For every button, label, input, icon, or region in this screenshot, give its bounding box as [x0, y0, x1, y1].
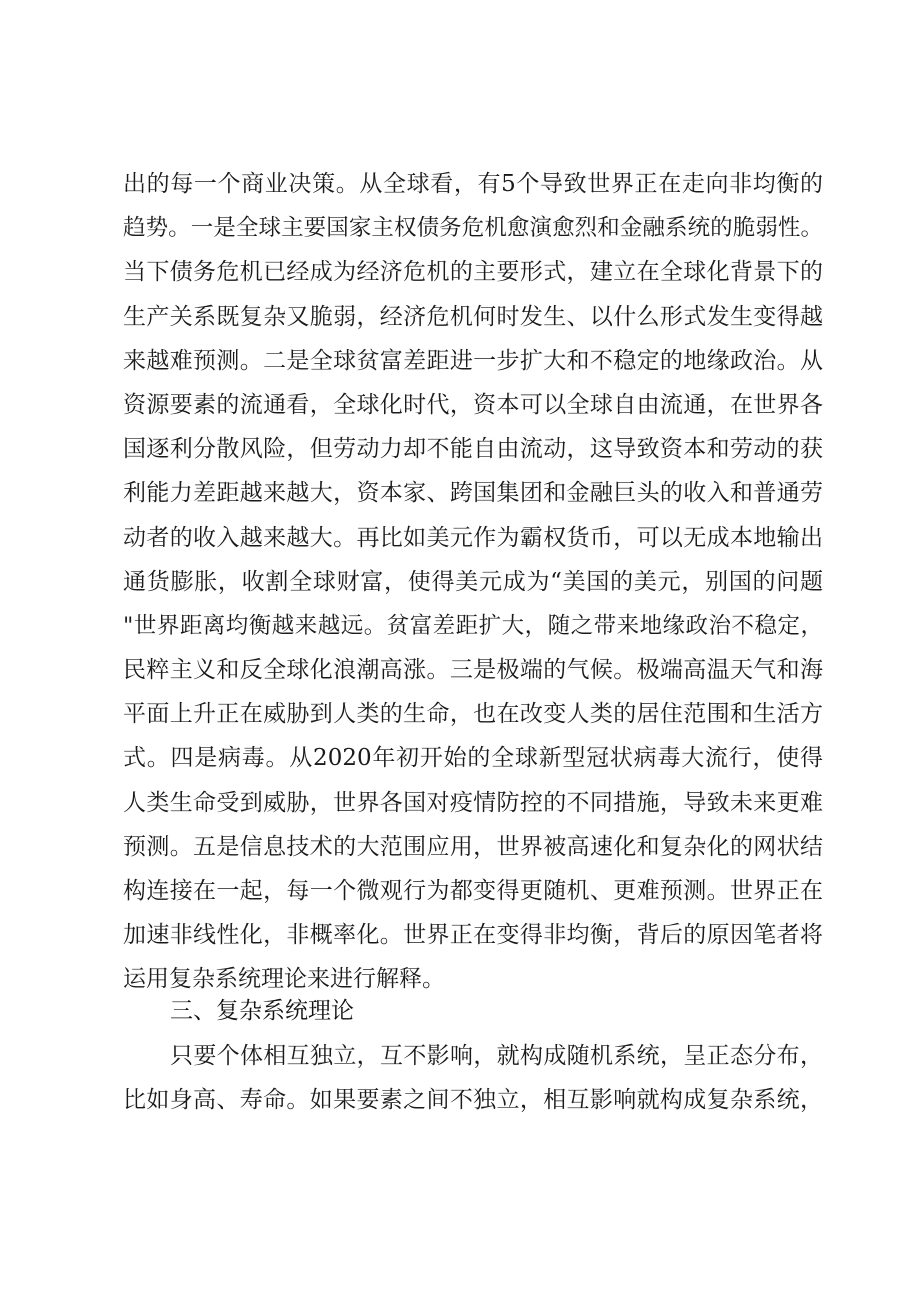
text-line: 国逐利分散风险，但劳动力却不能自由流动，这导致资本和劳动的获 [123, 436, 823, 463]
body-paragraph-2 [123, 1034, 823, 1122]
text-line: 出的每一个商业决策。从全球看，有5个导致世界正在走向非均衡的 [123, 171, 823, 197]
text-line: 民粹主义和反全球化浪潮高涨。三是极端的气候。极端高温天气和海 [123, 657, 823, 684]
text-line: 式。四是病毒。从2020年初开始的全球新型冠状病毒大流行，使得 [123, 745, 823, 772]
text-line: 通货膨胀，收割全球财富，使得美元成为“美国的美元，别国的问题 [123, 568, 823, 595]
text-line: 比如身高、寿命。如果要素之间不独立，相互影响就构成复杂系统， [123, 1087, 823, 1114]
text-line: 资源要素的流通看，全球化时代，资本可以全球自由流通，在世界各 [123, 391, 823, 418]
text-line: "世界距离均衡越来越远。贫富差距扩大，随之带来地缘政治不稳定， [123, 612, 823, 639]
text-line: 生产关系既复杂又脆弱，经济危机何时发生、以什么形式发生变得越 [123, 303, 823, 330]
section-heading: 三、复杂系统理论 [170, 998, 354, 1024]
text-line: 加速非线性化，非概率化。世界正在变得非均衡，背后的原因笔者将 [123, 922, 823, 949]
text-line: 趋势。一是全球主要国家主权债务危机愈演愈烈和金融系统的脆弱性。 [123, 215, 823, 242]
text-line: 运用复杂系统理论来进行解释。 [123, 966, 445, 993]
text-line: 预测。五是信息技术的大范围应用，世界被高速化和复杂化的网状结 [123, 833, 823, 860]
body-paragraph [123, 162, 823, 1002]
text-line: 平面上升正在威胁到人类的生命，也在改变人类的居住范围和生活方 [123, 701, 823, 728]
text-line: 利能力差距越来越大，资本家、跨国集团和金融巨头的收入和普通劳 [123, 480, 823, 507]
text-line: 人类生命受到威胁，世界各国对疫情防控的不同措施，导致未来更难 [123, 789, 823, 816]
text-line: 构连接在一起，每一个微观行为都变得更随机、更难预测。世界正在 [123, 878, 823, 904]
text-line: 只要个体相互独立，互不影响，就构成随机系统，呈正态分布， [170, 1043, 823, 1069]
text-line: 来越难预测。二是全球贫富差距进一步扩大和不稳定的地缘政治。从 [123, 347, 823, 374]
text-line: 动者的收入越来越大。再比如美元作为霸权货币，可以无成本地输出 [123, 524, 823, 551]
text-line: 当下债务危机已经成为经济危机的主要形式，建立在全球化背景下的 [123, 259, 823, 286]
